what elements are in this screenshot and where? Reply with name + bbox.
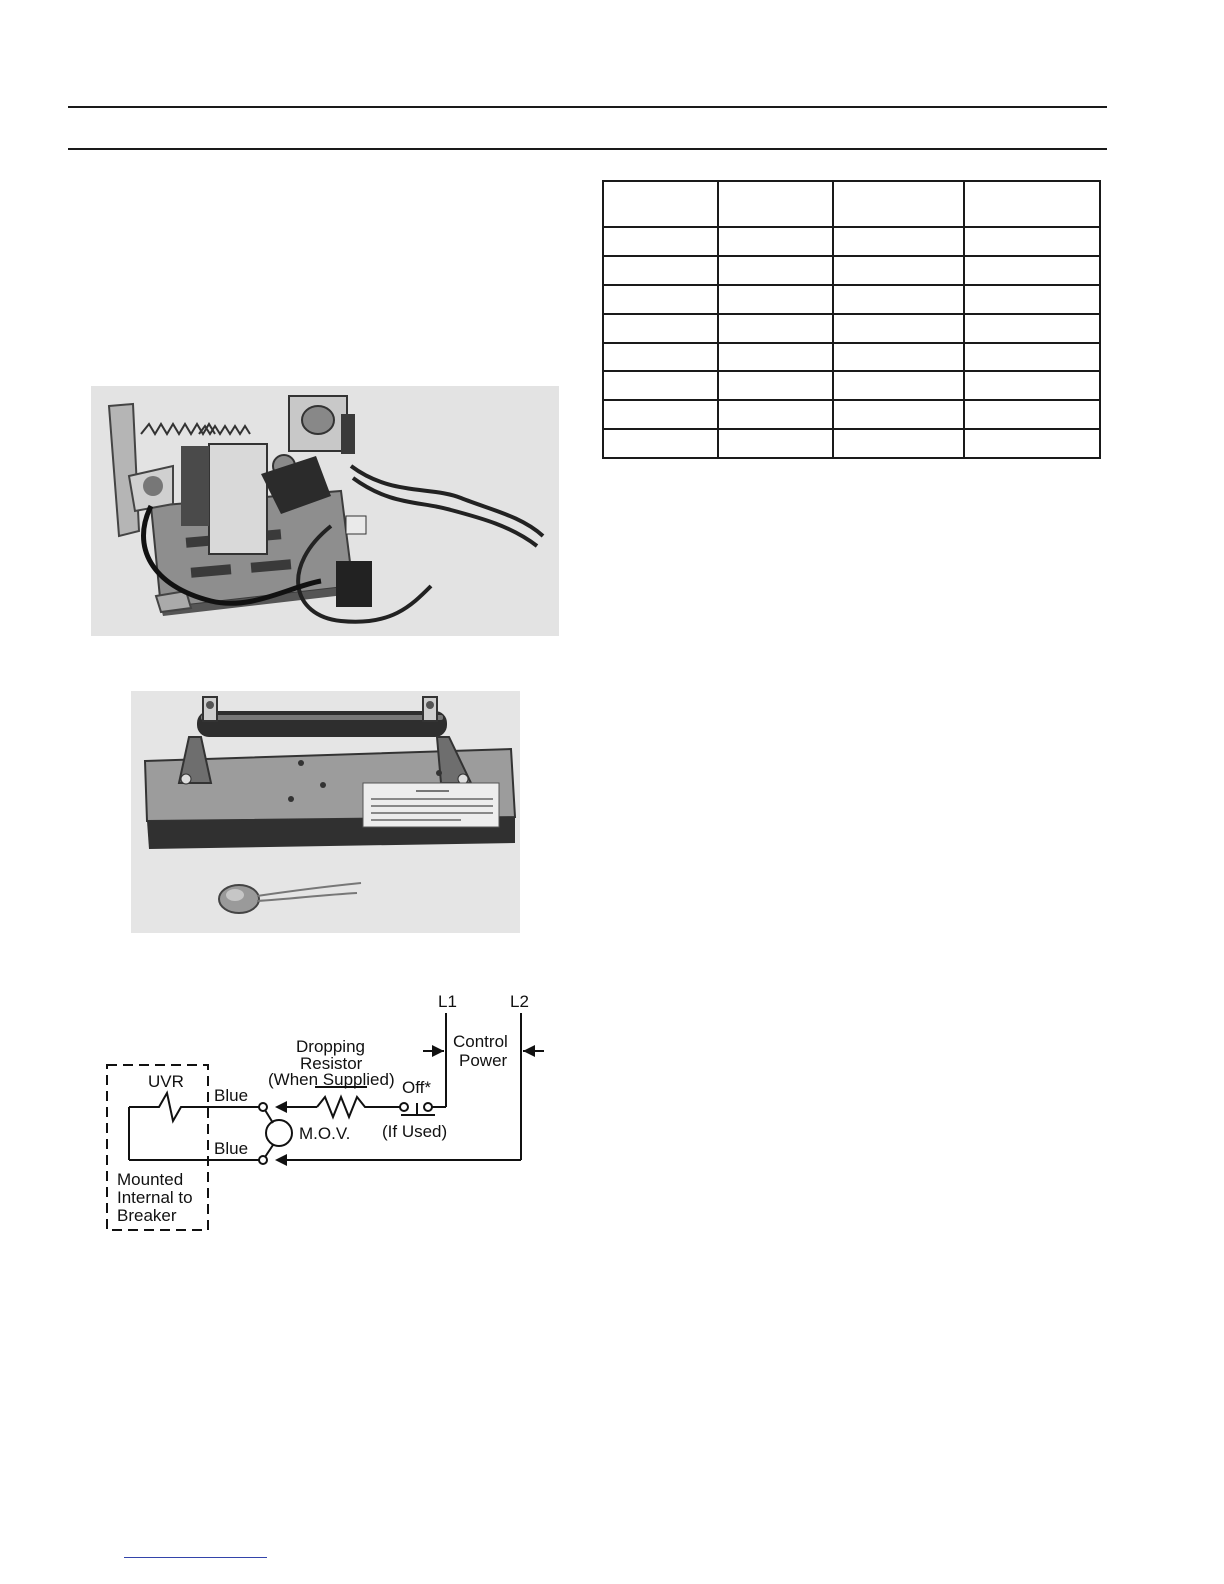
internal-to-label: Internal to: [117, 1188, 193, 1207]
table-cell: [718, 181, 833, 227]
table-cell: [718, 285, 833, 314]
table-cell: [964, 181, 1100, 227]
table-row: [603, 343, 1100, 372]
table-cell: [718, 371, 833, 400]
table-cell: [964, 400, 1100, 429]
breaker-label: Breaker: [117, 1206, 177, 1225]
table-cell: [833, 429, 964, 458]
table-cell: [603, 285, 718, 314]
specification-table: [602, 180, 1101, 459]
table-cell: [964, 227, 1100, 256]
table-cell: [964, 371, 1100, 400]
if-used-label: (If Used): [382, 1122, 448, 1141]
table-cell: [718, 343, 833, 372]
table-cell: [833, 400, 964, 429]
table-cell: [964, 314, 1100, 343]
table-cell: [964, 285, 1100, 314]
table-row: [603, 371, 1100, 400]
mounted-label: Mounted: [117, 1170, 184, 1189]
table-row: [603, 285, 1100, 314]
table-row: [603, 227, 1100, 256]
header-rule-top: [68, 106, 1107, 108]
table-cell: [718, 429, 833, 458]
mov-symbol: [266, 1120, 292, 1146]
table-cell: [718, 314, 833, 343]
table-cell: [964, 343, 1100, 372]
table-cell: [603, 181, 718, 227]
table-cell: [603, 371, 718, 400]
uvr-assembly-photo: [91, 386, 559, 636]
table-cell: [964, 256, 1100, 285]
table-header-row: [603, 181, 1100, 227]
table-row: [603, 400, 1100, 429]
dropping-label: Dropping: [296, 1037, 365, 1056]
table-cell: [964, 429, 1100, 458]
table-cell: [718, 256, 833, 285]
header-rule-bottom: [68, 148, 1107, 150]
uvr-wiring-diagram: [95, 985, 565, 1245]
l2-label: L2: [510, 992, 529, 1011]
footer-link-underline: [124, 1557, 267, 1558]
l1-label: L1: [438, 992, 457, 1011]
table-cell: [603, 429, 718, 458]
table-cell: [603, 343, 718, 372]
when-supplied-label: (When Supplied): [268, 1070, 395, 1089]
table-cell: [718, 227, 833, 256]
switch-contact-left: [400, 1103, 408, 1111]
table-cell: [833, 285, 964, 314]
table-row: [603, 314, 1100, 343]
table-cell: [718, 400, 833, 429]
table-row: [603, 429, 1100, 458]
table-cell: [603, 227, 718, 256]
switch-contact-right: [424, 1103, 432, 1111]
resistor-label: Resistor: [300, 1054, 363, 1073]
blue-top-label: Blue: [214, 1086, 249, 1105]
off-label: Off*: [402, 1078, 431, 1097]
power-label: Power: [459, 1051, 508, 1070]
table-cell: [833, 314, 964, 343]
table-cell: [603, 314, 718, 343]
table-cell: [833, 256, 964, 285]
mov-label: M.O.V.: [299, 1124, 351, 1143]
control-label: Control: [453, 1032, 508, 1051]
dropping-resistor-photo: [131, 691, 520, 933]
uvr-label: UVR: [148, 1072, 184, 1091]
table-cell: [833, 371, 964, 400]
table-cell: [603, 400, 718, 429]
table-cell: [603, 256, 718, 285]
table-cell: [833, 343, 964, 372]
table-cell: [833, 227, 964, 256]
blue-bottom-label: Blue: [214, 1139, 249, 1158]
table-row: [603, 256, 1100, 285]
dropping-resistor-symbol: [317, 1097, 401, 1117]
table-cell: [833, 181, 964, 227]
